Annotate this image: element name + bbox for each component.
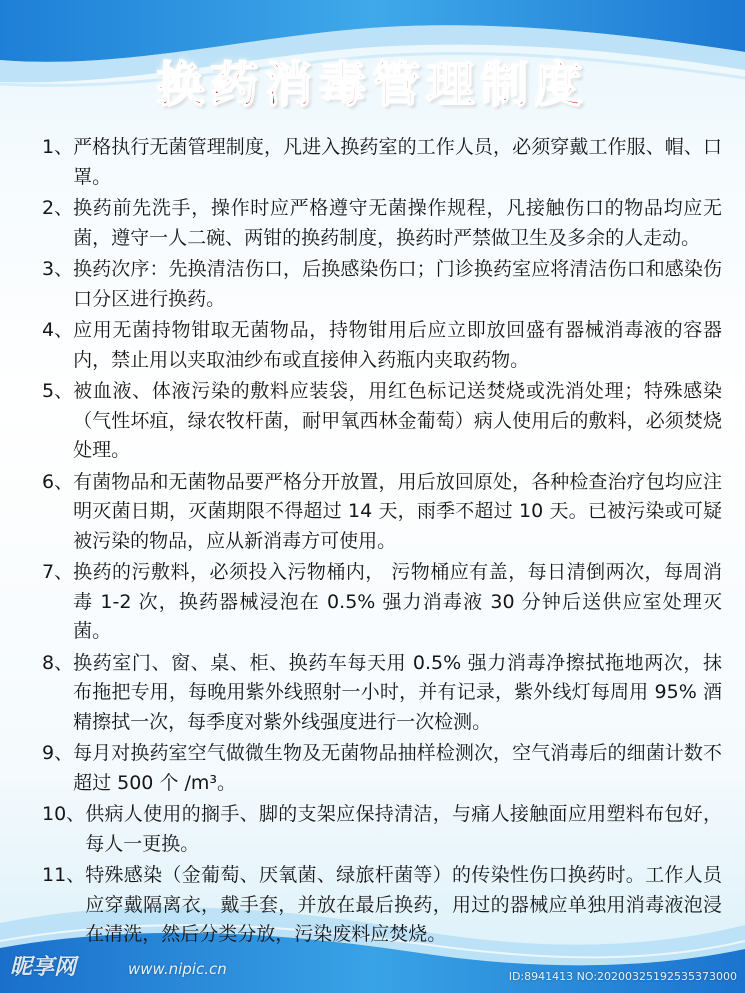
rule-number: 7、 [42, 561, 74, 583]
rule-number: 1、 [42, 136, 74, 158]
page-title: 换药消毒管理制度 [156, 57, 589, 113]
rule-text: 换药前先洗手，操作时应严格遵守无菌操作规程，凡接触伤口的物品均应无菌，遵守一人二碗、两钳的换药制度，换药时严禁做卫生及多余的人走动。 [73, 197, 722, 249]
rule-item [42, 861, 722, 950]
rule-item [42, 468, 722, 557]
watermark-logo: 昵享网 [10, 955, 77, 980]
rule-number: 8、 [42, 651, 74, 674]
rule-text: 换药的污敷料，必须投入污物桶内， 污物桶应有盖，每日清倒两次，每周消毒 1-2 次，换药器械浸泡在 0.5% 强力消毒液 30 分钟后送供应室处理灭菌。 [73, 561, 722, 642]
rule-number: 5、 [42, 380, 74, 402]
rule-text: 特殊感染（金葡萄、厌氧菌、绿旅杆菌等）的传染性伤口换药时。工作人员应穿戴隔离衣，戴手套，并放在最后换药，用过的器械应单独用消毒液泡浸在清洗，然后分类分放，污染废料应焚烧。 [85, 864, 722, 945]
watermark-id: ID:8941413 NO:20200325192535373000 [508, 970, 737, 983]
rule-text: 被血液、体液污染的敷料应装袋，用红色标记送焚烧或洗消处理；特殊感染（气性坏疽，绿农牧杆菌，耐甲氧西林金葡萄）病人使用后的敷料，必须焚烧处理。 [73, 380, 722, 461]
rule-item [42, 133, 722, 192]
rule-number: 2、 [42, 197, 74, 219]
rule-item [42, 558, 722, 647]
rule-item [42, 194, 722, 253]
rule-item [42, 800, 722, 859]
rule-text: 供病人使用的搁手、脚的支架应保持清洁，与痛人接触面应用塑料布包好，每人一更换。 [85, 803, 722, 855]
rule-text: 有菌物品和无菌物品要严格分开放置，用后放回原处，各种检查治疗包均应注明灭菌日期，灭菌期限不得超过 14 天，雨季不超过 10 天。已被污染或可疑被污染的物品，应从新消毒方可使用。 [73, 470, 722, 552]
rule-text: 每月对换药室空气做微生物及无菌物品抽样检测次，空气消毒后的细菌计数不超过 500 个 /m³。 [73, 742, 722, 794]
rule-item [42, 649, 722, 738]
rule-text: 严格执行无菌管理制度，凡进入换药室的工作人员，必须穿戴工作服、帽、口罩。 [73, 136, 722, 188]
rule-item [42, 377, 722, 466]
watermark-url: www.nipic.cn [128, 960, 227, 978]
rule-item [42, 255, 722, 314]
rule-text: 应用无菌持物钳取无菌物品，持物钳用后应立即放回盛有器械消毒液的容器内，禁止用以夹取油纱布或直接伸入药瓶内夹取药物。 [73, 319, 722, 371]
rule-item [42, 739, 722, 798]
rule-number: 4、 [42, 319, 74, 341]
rule-number: 9、 [42, 742, 74, 764]
rule-text: 换药室门、窗、桌、柜、换药车每天用 0.5% 强力消毒净擦拭拖地两次，抹布拖把专用，每晚用紫外线照射一小时，并有记录，紫外线灯每周用 95% 酒精擦拭一次，每季度对紫外线强度进行一次检测。 [73, 651, 722, 733]
rule-number: 3、 [42, 258, 74, 280]
rule-text: 换药次序：先换清洁伤口，后换感染伤口；门诊换药室应将清洁伤口和感染伤口分区进行换药。 [73, 258, 722, 310]
rule-number: 6、 [42, 470, 74, 493]
rules-list [42, 133, 722, 952]
rule-item [42, 316, 722, 375]
rule-number: 10、 [42, 803, 86, 825]
rule-number: 11、 [42, 864, 86, 886]
